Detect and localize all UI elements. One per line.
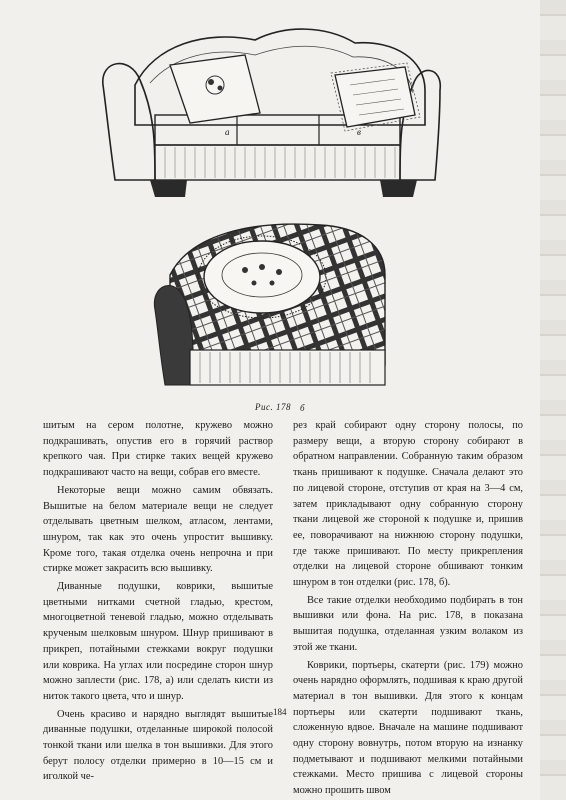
- figure-caption: Рис. 178: [255, 402, 291, 412]
- right-text-column: [293, 418, 523, 799]
- left-paragraph-1: шитым на сером полотне, кружево можно подкрашивать, опустив его в горячий раствор крепкого чая. При стирке таких вещей кружево подкрашивают часто на вещи, собрав его вместе.: [43, 420, 273, 479]
- left-paragraph-2: Некоторые вещи можно самим обвязать. Вышитые на белом материале вещи не следует отделывать цветным шелком, атласом, лентами, шнуром, так как это очень упростит вышивку. Кроме того, такая отделка очень непрочна и при стирке может закрасить всю вышивку.: [43, 484, 273, 575]
- right-paragraph-1: рез край собирают одну сторону полосы, по размеру вещи, а вторую сторону собирают в обратном направлении. Собранную таким образом ткань пришивают к подушке. Сначала делают это по лицевой стороне, отступив от края на 3—4 см, затем прикладывают одну собранную сторону ткани лицевой же стороной к подушке и, пришив ее, поворачивают на нижнюю сторону подушки, где также пришивают. По месту прикрепления отделки на лицевой стороне обшивают тонким шнуром в тон отделки (рис. 178, б).: [293, 420, 523, 589]
- right-paragraph-3: Коврики, портьеры, скатерти (рис. 179) можно очень нарядно оформлять, подшивая к краю другой материал в тон вышивки. Для этого к концам портьеры или скатерти подшивают ткань, сложенную вдвое. Вначале на машине подшивают одну сторону вовнутрь, потом вторую на изнанку подметывают и подшивают мелкими потайными стежками. Место пришива с лицевой стороны можно прошить швом: [293, 659, 523, 797]
- figure-label-a: а: [225, 127, 230, 137]
- cushion-illustration: [150, 215, 390, 400]
- scan-margin-strip: [540, 0, 566, 800]
- figure-178: [95, 15, 445, 415]
- figure-label-v: в: [357, 127, 361, 137]
- right-paragraph-2: Все такие отделки необходимо подбирать в тон вышивки или фона. На рис. 178, в показана вышитая подушка, отделанная узким волаком из этой же ткани.: [293, 594, 523, 653]
- left-text-column: [43, 418, 273, 785]
- figure-label-b: б: [300, 403, 305, 413]
- left-paragraph-4: Очень красиво и нарядно выглядят вышитые диванные подушки, отделанные широкой полосой тонкой ткани или шелка в тон вышивки. Для этого берут полосу отделки примерно в 10—15 см и иголкой че-: [43, 708, 273, 783]
- left-paragraph-3: Диванные подушки, коврики, вышитые цветными нитками счетной гладью, крестом, многоцветной теневой гладью, можно отделывать крученым шелковым шнуром. Шнур пришивают в прикреп, потайными стежками вокруг подушки или коврика. На углах или посредине сторон шнур можно заплести (рис. 178, а) или сделать кисти из ниток такого цвета, что и шнур.: [43, 581, 273, 702]
- sofa-illustration: [95, 15, 445, 205]
- page-number: 184: [273, 707, 287, 717]
